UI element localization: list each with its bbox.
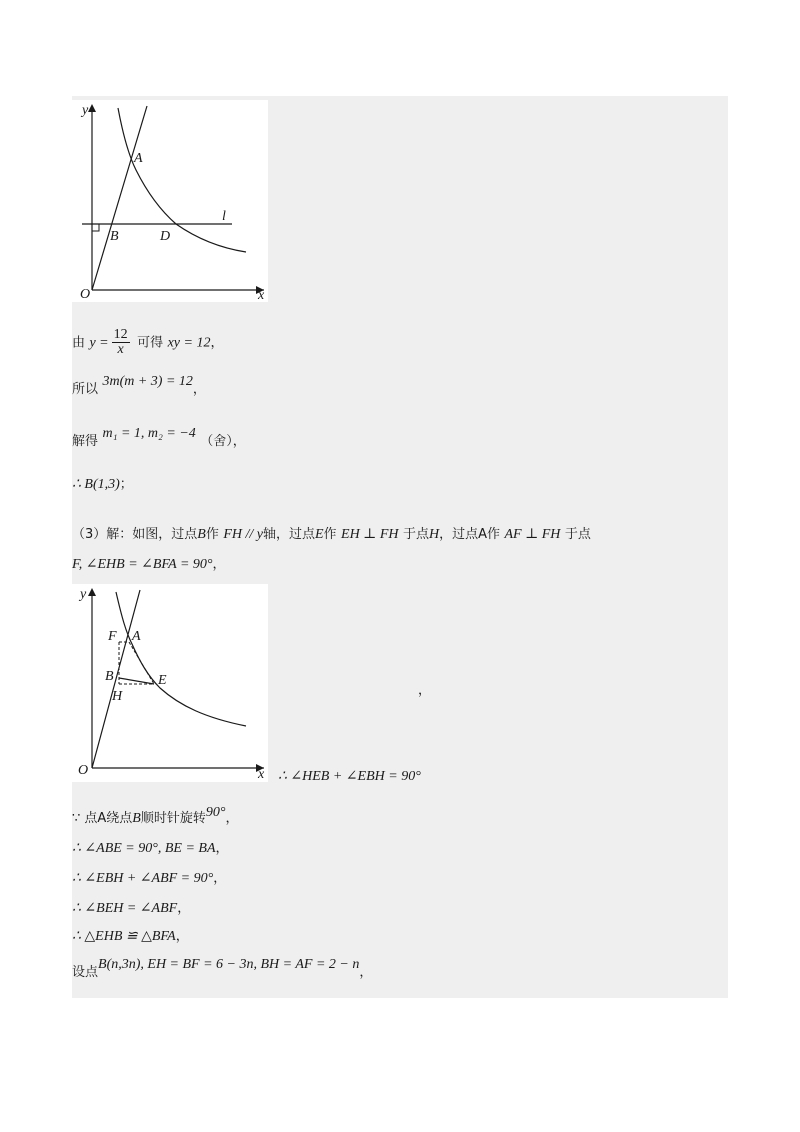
content-panel (72, 96, 728, 998)
right-angle-marker (92, 224, 99, 231)
label-y: y (82, 103, 89, 118)
line-10 (72, 868, 226, 889)
label-h: H (112, 689, 123, 704)
line-2-end: ， (192, 382, 206, 397)
line-12-eq: ∴ △EHB ≌ △BFA (72, 929, 176, 944)
line-oa (92, 590, 140, 768)
segment-be (119, 678, 154, 684)
line-5-m: 于点 (564, 527, 591, 542)
line-8-d: 90° (205, 805, 226, 820)
line-1-end: ， (210, 335, 224, 351)
line-5-b: B (197, 527, 206, 542)
line-6 (72, 554, 226, 575)
line-3-end: （舍）， (200, 434, 246, 449)
label-b: B (110, 229, 119, 244)
line-13 (72, 957, 373, 983)
line-8-a: ∵ 点A绕点 (72, 811, 133, 826)
fraction-denominator: x (117, 342, 124, 357)
line-8-b: B (132, 811, 141, 826)
line-5-k: ，过点A作 (439, 527, 501, 542)
line-2-eq: 3m(m + 3) = 12 (102, 374, 193, 389)
line-1-eq: xy = 12 (167, 335, 211, 351)
line-5-e: 轴，过点 (262, 527, 315, 542)
line-10-end: ， (213, 871, 227, 886)
figure-1-graph (72, 100, 268, 302)
label-y: y (80, 587, 87, 602)
line-12-end: ， (175, 929, 189, 944)
line-5-j: H (428, 527, 440, 542)
label-o: O (80, 287, 91, 302)
line-5-g: 作 (323, 527, 337, 542)
line-7-eq: ∴ ∠HEB + ∠EBH = 90° (278, 769, 421, 784)
line-5-i: 于点 (402, 527, 429, 542)
line-3-prefix: 解得 (72, 434, 99, 449)
label-o: O (78, 763, 89, 778)
label-x: x (258, 288, 265, 302)
line-1-mid: 可得 (137, 335, 164, 351)
line-9-end: ， (215, 841, 229, 856)
label-a: A (134, 151, 143, 166)
figure-2-comma (418, 680, 431, 701)
line-13-eq: B(n,3n), EH = BF = 6 − 3n, BH = AF = 2 − n (98, 957, 360, 972)
label-l: l (222, 209, 226, 224)
label-a: A (132, 629, 141, 644)
line-3 (72, 426, 246, 452)
hyperbola-curve (118, 108, 246, 252)
label-x: x (258, 767, 265, 782)
line-1-prefix: 由 (72, 335, 86, 351)
label-f: F (108, 629, 117, 644)
line-6-end: ， (212, 557, 226, 572)
fraction-12-over-x (112, 328, 130, 357)
line-13-prefix: 设点 (72, 965, 99, 980)
line-3-eq: m₁ = 1, m₂ = −4 (102, 426, 196, 441)
label-e: E (158, 673, 167, 688)
figure-2-svg (72, 584, 268, 782)
line-8-c: 顺时针旋转 (140, 811, 206, 826)
line-5-l: AF ⊥ FH (504, 527, 561, 542)
line-5-a: （3）解：如图，过点 (72, 527, 198, 542)
line-10-eq: ∴ ∠EBH + ∠ABF = 90° (72, 871, 214, 886)
line-11-end: ， (177, 901, 191, 916)
line-9-eq: ∴ ∠ABE = 90°, BE = BA (72, 841, 216, 856)
y-axis-arrow (88, 588, 96, 596)
figure-1-svg (72, 100, 268, 302)
line-4-end: ； (119, 477, 133, 492)
line-11 (72, 898, 190, 919)
label-b: B (105, 669, 114, 684)
line-13-end: ， (359, 965, 373, 980)
line-1-y: y = (89, 335, 109, 351)
line-8-e: ， (225, 811, 239, 826)
line-7 (278, 766, 421, 787)
figure-2-graph (72, 584, 268, 782)
fraction-numerator: 12 (113, 327, 128, 342)
line-1 (72, 328, 223, 357)
line-2-prefix: 所以 (72, 382, 99, 397)
line-oa (92, 106, 147, 290)
hyperbola-curve (116, 592, 246, 726)
line-11-eq: ∴ ∠BEH = ∠ABF (72, 901, 178, 916)
line-5-f: E (314, 527, 324, 542)
line-8 (72, 805, 239, 829)
line-9 (72, 838, 229, 859)
line-6-eq: F, ∠EHB = ∠BFA = 90° (72, 557, 213, 572)
line-5-c: 作 (205, 527, 219, 542)
line-5-h: EH ⊥ FH (341, 527, 399, 542)
line-5-d: FH // y (223, 527, 263, 542)
line-4-eq: ∴ B(1,3) (72, 477, 120, 492)
line-4 (72, 474, 133, 495)
label-d: D (160, 229, 171, 244)
y-axis-arrow (88, 104, 96, 112)
comma: ， (418, 683, 432, 698)
line-5 (72, 524, 591, 545)
line-2 (72, 374, 206, 400)
line-12 (72, 926, 189, 947)
